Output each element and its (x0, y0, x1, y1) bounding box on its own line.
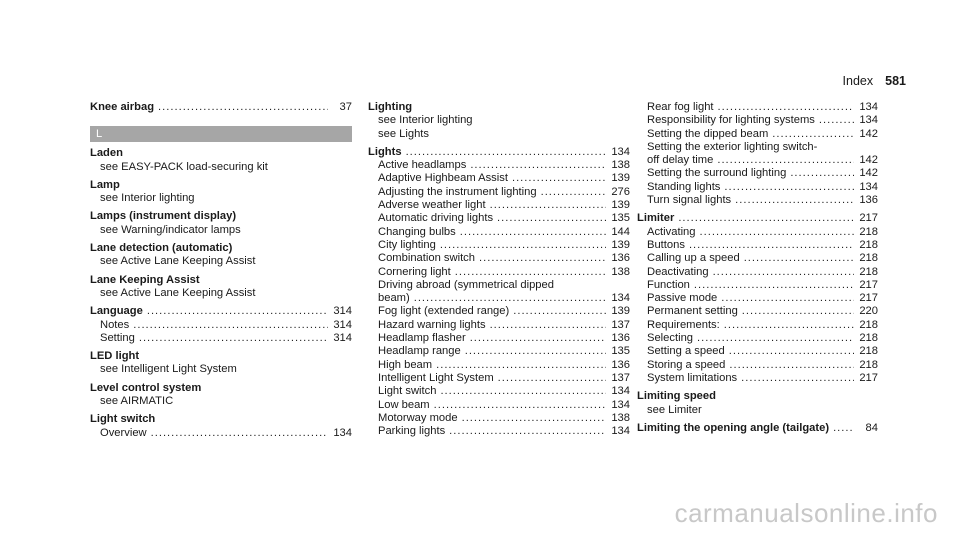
index-entry (90, 242, 352, 255)
see-reference: see Interior lighting (100, 192, 195, 205)
sub-entry (368, 292, 630, 305)
page-header (843, 74, 906, 88)
page-ref: 134 (859, 114, 878, 127)
sub-entry (368, 212, 630, 225)
sub-entry (637, 292, 878, 305)
letter-heading: L (90, 126, 352, 142)
watermark: carmanualsonline.info (674, 498, 938, 528)
index-entry (90, 382, 352, 395)
sub-entry-label: Fog light (extended range) (378, 305, 510, 318)
page-ref: 217 (859, 212, 878, 225)
page-ref: 136 (611, 252, 630, 265)
page-ref: 218 (859, 345, 878, 358)
sub-entry (368, 159, 630, 172)
sub-entry-label: Adjusting the instrument lighting (378, 185, 537, 198)
page-number: 581 (885, 74, 906, 88)
sub-entry-label: Active headlamps (378, 159, 467, 172)
see-reference: see Lights (378, 127, 429, 140)
page-ref: 136 (859, 194, 878, 207)
sub-entry-label: Parking lights (378, 425, 446, 438)
page-ref: 142 (859, 127, 878, 140)
index-term: Limiting speed (637, 390, 716, 403)
page-ref: 276 (611, 185, 630, 198)
page-ref: 314 (333, 318, 352, 331)
page-ref: 139 (611, 172, 630, 185)
sub-entry-label: System limitations (647, 371, 738, 384)
sub-entry (368, 412, 630, 425)
page-ref: 138 (611, 411, 630, 424)
sub-entry-label: off delay time (647, 154, 714, 167)
sub-entry-label: Storing a speed (647, 358, 726, 371)
page-ref: 144 (611, 225, 630, 238)
page-ref: 218 (859, 318, 878, 331)
sub-entry-label: Requirements: (647, 318, 720, 331)
index-term: Language (90, 305, 143, 318)
index-entry (90, 179, 352, 192)
index-entry (90, 101, 352, 114)
sub-entry (368, 226, 630, 239)
sub-entry-label: Automatic driving lights (378, 212, 494, 225)
page-ref: 134 (611, 292, 630, 305)
index-entry (90, 413, 352, 426)
sub-entry (637, 332, 878, 345)
see-reference: see Intelligent Light System (100, 363, 237, 376)
index-entry (90, 305, 352, 318)
page-ref: 134 (859, 101, 878, 113)
sub-entry-label: Setting a speed (647, 345, 725, 358)
index-entry (637, 212, 878, 225)
sub-entry-label: Standing lights (647, 180, 721, 193)
sub-entry-label: Buttons (647, 238, 685, 251)
sub-entry (637, 239, 878, 252)
index-term: LED light (90, 350, 140, 363)
index-column-1 (90, 101, 352, 440)
sub-entry (637, 114, 878, 127)
sub-entry (637, 279, 878, 292)
sub-entry (368, 399, 630, 412)
page-ref: 218 (859, 225, 878, 238)
sub-entry (368, 319, 630, 332)
index-term: Lights (368, 145, 402, 158)
sub-entry (637, 305, 878, 318)
page-ref: 139 (611, 305, 630, 318)
sub-entry (637, 194, 878, 207)
page-ref: 314 (333, 305, 352, 318)
sub-entry-label: Deactivating (647, 265, 709, 278)
page-ref: 138 (611, 159, 630, 172)
page-ref: 136 (611, 358, 630, 371)
sub-entry-label: Calling up a speed (647, 252, 740, 265)
index-entry (637, 390, 878, 403)
sub-entry (637, 372, 878, 385)
sub-entry-label: Changing bulbs (378, 225, 456, 238)
page-ref: 37 (339, 101, 352, 113)
index-entry (368, 101, 630, 114)
see-reference: see Limiter (647, 403, 702, 416)
page-ref: 134 (611, 385, 630, 398)
sub-entry (637, 181, 878, 194)
sub-entry-label: Driving abroad (symmetrical dipped (378, 278, 554, 291)
sub-entry (368, 359, 630, 372)
sub-entry (368, 266, 630, 279)
sub-entry-label: Hazard warning lights (378, 318, 486, 331)
sub-entry (637, 128, 878, 141)
sub-entry-label: Permanent setting (647, 305, 738, 318)
page-ref: 84 (865, 421, 878, 434)
page-ref: 142 (859, 167, 878, 180)
sub-entry-label: Headlamp range (378, 345, 461, 358)
page-ref: 135 (611, 212, 630, 225)
sub-entry-label: City lighting (378, 238, 436, 251)
index-term: Knee airbag (90, 101, 155, 113)
sub-entry-label: Notes (100, 318, 130, 331)
index-entry (90, 147, 352, 160)
sub-entry (368, 332, 630, 345)
sub-entry (637, 101, 878, 114)
page-ref: 217 (859, 371, 878, 384)
sub-entry-label: Adverse weather light (378, 199, 486, 212)
page-ref: 218 (859, 358, 878, 371)
sub-entry-label: Motorway mode (378, 411, 458, 424)
sub-entry (368, 345, 630, 358)
sub-entry (637, 252, 878, 265)
index-term: Laden (90, 147, 123, 160)
sub-entry-label: Cornering light (378, 265, 451, 278)
sub-entry (637, 167, 878, 180)
page-ref: 218 (859, 265, 878, 278)
page-ref: 136 (611, 332, 630, 345)
page-ref: 142 (859, 154, 878, 167)
sub-entry-label: Low beam (378, 398, 430, 411)
see-reference: see Warning/indicator lamps (100, 223, 241, 236)
page-ref: 218 (859, 238, 878, 251)
index-term: Lane detection (automatic) (90, 242, 233, 255)
index-column-3 (637, 101, 878, 435)
index-entry (368, 146, 630, 159)
see-reference: see Active Lane Keeping Assist (100, 255, 256, 268)
sub-entry (368, 372, 630, 385)
page-ref: 134 (859, 180, 878, 193)
sub-entry (637, 345, 878, 358)
sub-entry (368, 252, 630, 265)
see-reference: see Active Lane Keeping Assist (100, 286, 256, 299)
index-term: Level control system (90, 381, 202, 394)
index-entry (90, 350, 352, 363)
sub-entry-label: Adaptive Highbeam Assist (378, 172, 508, 185)
page-ref: 137 (611, 371, 630, 384)
index-term: Limiter (637, 212, 675, 225)
sub-entry-label: Passive mode (647, 292, 718, 305)
index-term: Lamp (90, 178, 120, 191)
sub-entry (368, 199, 630, 212)
sub-entry-label: Turn signal lights (647, 194, 732, 207)
index-term: Limiting the opening angle (tailgate) (637, 421, 830, 434)
sub-entry-label: Setting the surround lighting (647, 167, 787, 180)
sub-entry (368, 425, 630, 438)
sub-entry (90, 332, 352, 345)
section-title: Index (842, 74, 874, 88)
page-ref: 139 (611, 238, 630, 251)
page-ref: 220 (859, 305, 878, 318)
sub-entry (368, 385, 630, 398)
sub-entry-label: Responsibility for lighting systems (647, 114, 815, 127)
sub-entry-label: Setting the dipped beam (647, 127, 769, 140)
page-ref: 137 (611, 318, 630, 331)
sub-entry-label: beam) (378, 292, 410, 305)
sub-entry (90, 427, 352, 440)
sub-entry (637, 359, 878, 372)
page-ref: 134 (611, 145, 630, 158)
page-ref: 138 (611, 265, 630, 278)
index-entry (90, 210, 352, 223)
page-ref: 135 (611, 345, 630, 358)
sub-entry-label: Activating (647, 225, 696, 238)
page-ref: 134 (611, 425, 630, 438)
sub-entry-label: Combination switch (378, 252, 476, 265)
index-entry (90, 274, 352, 287)
sub-entry-label: Headlamp flasher (378, 332, 466, 345)
sub-entry (637, 154, 878, 167)
sub-entry-label: Selecting (647, 332, 694, 345)
sub-entry (637, 266, 878, 279)
index-term: Lighting (368, 101, 413, 113)
index-column-2 (368, 101, 630, 438)
sub-entry-label: Light switch (378, 385, 437, 398)
index-term: Lane Keeping Assist (90, 273, 200, 286)
page-ref: 134 (611, 398, 630, 411)
page-ref: 314 (333, 331, 352, 344)
sub-entry (368, 172, 630, 185)
see-reference: see AIRMATIC (100, 395, 174, 408)
page-ref: 217 (859, 292, 878, 305)
index-entry (637, 422, 878, 435)
sub-entry-label: Intelligent Light System (378, 371, 494, 384)
sub-entry (368, 186, 630, 199)
see-reference: see Interior lighting (378, 114, 473, 127)
sub-entry-label: Setting (100, 331, 135, 344)
page-ref: 218 (859, 252, 878, 265)
sub-entry-label: Setting the exterior lighting switch- (647, 140, 818, 153)
sub-entry (368, 305, 630, 318)
sub-entry (368, 239, 630, 252)
sub-entry (637, 319, 878, 332)
see-reference: see EASY-PACK load-securing kit (100, 160, 268, 173)
page-ref: 139 (611, 199, 630, 212)
sub-entry-label: Rear fog light (647, 101, 714, 113)
sub-entry (637, 226, 878, 239)
page-ref: 134 (333, 426, 352, 439)
sub-entry-label: Overview (100, 426, 147, 439)
index-term: Lamps (instrument display) (90, 210, 237, 223)
sub-entry-label: Function (647, 278, 690, 291)
index-term: Light switch (90, 413, 156, 426)
page-ref: 217 (859, 278, 878, 291)
page-ref: 218 (859, 332, 878, 345)
sub-entry (90, 319, 352, 332)
sub-entry-label: High beam (378, 358, 433, 371)
